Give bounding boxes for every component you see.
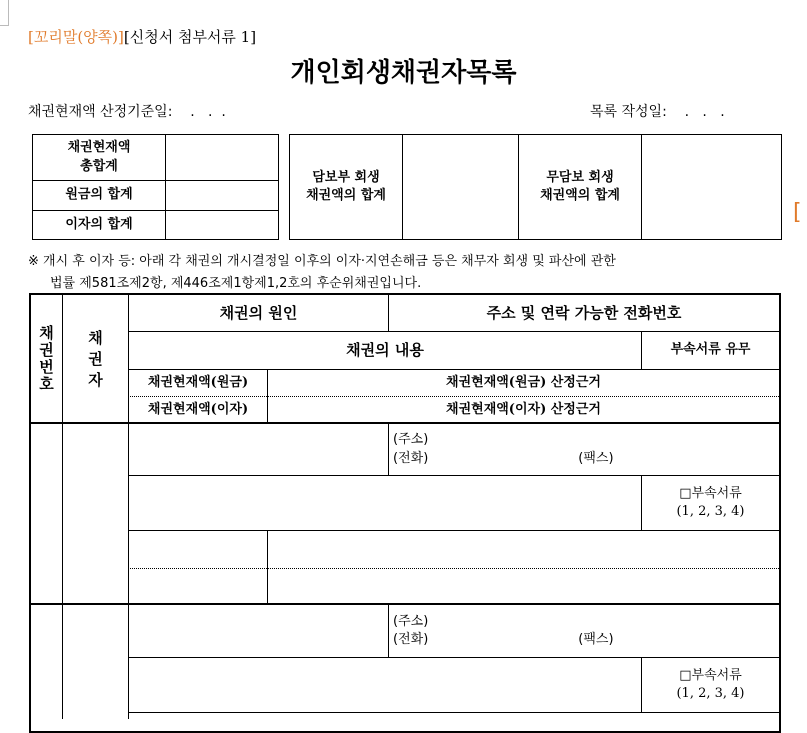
- row-interest-cell[interactable]: [128, 568, 267, 604]
- phone-label: (전화): [393, 450, 429, 466]
- attach-options: (1, 2, 3, 4): [676, 504, 745, 519]
- row-address-cell[interactable]: [388, 605, 779, 657]
- bracket-marker: [: [793, 200, 802, 225]
- attach-checkbox[interactable]: □부속서류: [679, 667, 742, 683]
- phone-label: (전화): [393, 632, 429, 647]
- row-principal-cell[interactable]: [128, 530, 267, 568]
- row-attach-cell[interactable]: [641, 657, 779, 712]
- row-attach-cell[interactable]: [641, 475, 779, 530]
- row-principal-basis-cell[interactable]: [267, 530, 779, 568]
- col-principal-basis: 채권현재액(원금) 산정근거: [267, 369, 779, 396]
- address-label: (주소): [393, 613, 429, 629]
- row-content-cell[interactable]: [128, 657, 641, 719]
- header-label: [신청서 첨부서류 1]: [123, 28, 257, 46]
- fax-label: (팩스): [578, 632, 614, 647]
- row-number-cell[interactable]: [31, 424, 62, 604]
- interest-label: 이자의 합계: [32, 210, 166, 240]
- fax-label: (팩스): [578, 450, 614, 466]
- col-principal: 채권현재액(원금): [128, 369, 267, 396]
- secured-value[interactable]: [402, 134, 519, 240]
- note-line-2: 법률 제581조제2항, 제446조제1항제1,2호의 후순위채권입니다.: [50, 276, 422, 291]
- note-line-1: ※ 개시 후 이자 등: 아래 각 채권의 개시결정일 이후의 이자·지연손해금 등은 채무자 회생 및 파산에 관한: [28, 254, 616, 269]
- unsecured-label: 무담보 회생 채권액의 합계: [518, 134, 642, 240]
- row-creditor-cell[interactable]: [62, 424, 128, 604]
- row-creditor-cell[interactable]: [62, 605, 128, 719]
- col-attach: 부속서류 유무: [641, 331, 779, 369]
- principal-label: 원금의 합계: [32, 180, 166, 211]
- col-address: 주소 및 연락 가능한 전화번호: [388, 295, 779, 331]
- page-title: 개인회생채권자목록: [290, 58, 517, 88]
- row-cause-cell[interactable]: [128, 424, 388, 475]
- col-content: 채권의 내용: [128, 331, 641, 369]
- row-interest-basis-cell[interactable]: [267, 568, 779, 604]
- interest-value[interactable]: [165, 210, 279, 240]
- footer-tag: [꼬리말(양쪽)]: [28, 28, 124, 46]
- total-value[interactable]: [165, 134, 279, 181]
- base-date-label: 채권현재액 산정기준일:: [28, 104, 173, 120]
- base-date: [28, 101, 226, 121]
- written-date-label: 목록 작성일:: [590, 104, 667, 120]
- row-cause-cell[interactable]: [128, 605, 388, 657]
- principal-value[interactable]: [165, 180, 279, 211]
- header-line: [28, 26, 256, 47]
- base-date-value[interactable]: . . .: [172, 104, 226, 120]
- total-label: 채권현재액 총합계: [32, 134, 166, 181]
- attach-options: (1, 2, 3, 4): [676, 686, 745, 701]
- row-number-cell[interactable]: [31, 605, 62, 719]
- attach-checkbox[interactable]: □부속서류: [679, 485, 742, 501]
- written-date: [590, 101, 725, 121]
- col-interest-basis: 채권현재액(이자) 산정근거: [267, 396, 779, 423]
- written-date-value[interactable]: . . .: [666, 104, 725, 120]
- secured-label: 담보부 회생 채권액의 합계: [289, 134, 403, 240]
- row-content-cell[interactable]: [128, 475, 641, 530]
- col-creditor: 채 권 자: [62, 295, 128, 423]
- unsecured-value[interactable]: [641, 134, 782, 240]
- address-label: (주소): [393, 432, 429, 448]
- col-number: 채 권 번 호: [39, 323, 54, 394]
- row-address-cell[interactable]: [388, 424, 779, 475]
- col-cause: 채권의 원인: [128, 295, 388, 331]
- col-interest: 채권현재액(이자): [128, 396, 267, 423]
